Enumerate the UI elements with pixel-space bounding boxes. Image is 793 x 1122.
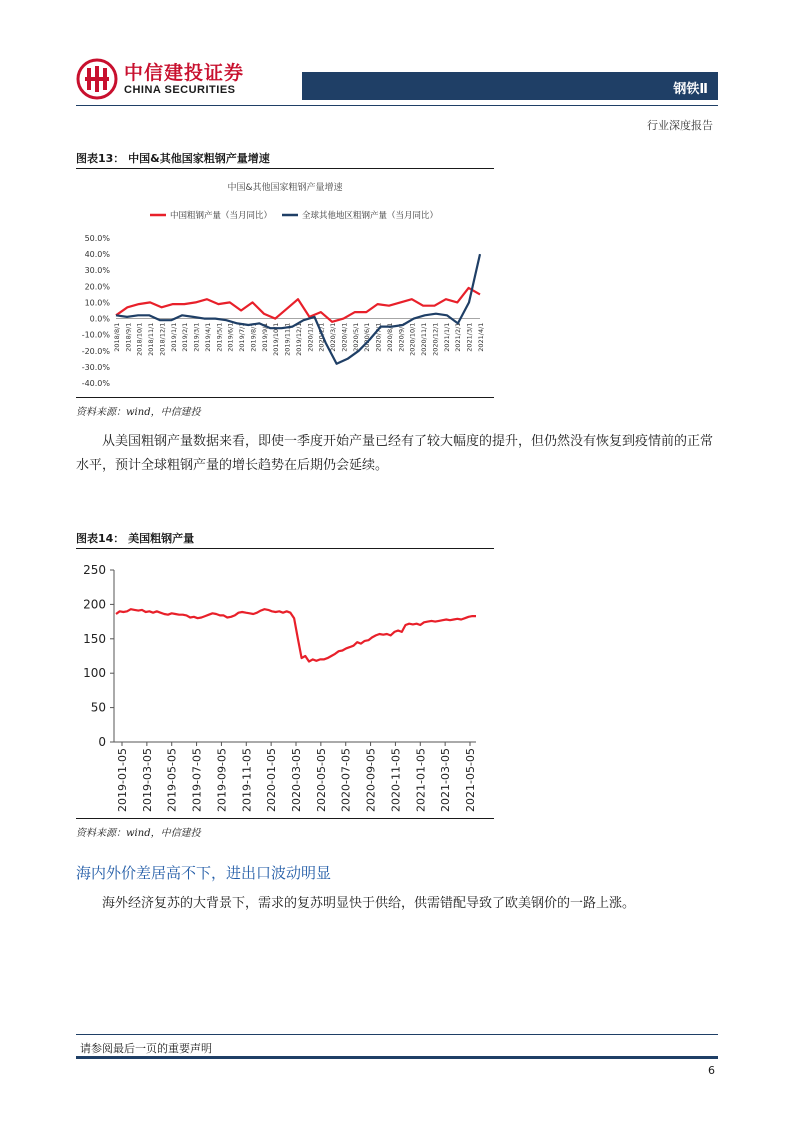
chart1-y-tick: -10.0% xyxy=(81,330,110,340)
chart1-x-tick: 2020/2/1 xyxy=(317,322,326,352)
chart1-x-tick: 2018/10/1 xyxy=(135,322,144,356)
figure14-bottom-rule xyxy=(76,818,494,819)
chart1-x-tick: 2020/1/1 xyxy=(306,322,315,352)
company-logo xyxy=(76,56,256,102)
figure13-caption: 图表13： 中国&其他国家粗钢产量增速 xyxy=(76,152,270,165)
chart1-x-tick: 2020/5/1 xyxy=(351,322,360,352)
header-bar xyxy=(302,72,718,100)
figure14-chart xyxy=(76,552,494,817)
chart1-x-tick: 2020/7/1 xyxy=(374,322,383,352)
chart1-x-tick: 2020/9/1 xyxy=(397,322,406,352)
chart1-x-tick: 2020/8/1 xyxy=(386,322,394,352)
chart1-x-tick: 2021/4/1 xyxy=(477,322,485,352)
chart1-x-tick: 2019/9/1 xyxy=(260,322,269,352)
chart2-x-tick: 2019-07-05 xyxy=(190,748,204,812)
chart1-x-tick: 2021/1/1 xyxy=(442,322,451,352)
chart2-y-tick: 50 xyxy=(90,700,106,715)
figure13-bottom-rule xyxy=(76,397,494,398)
chart1-legend-label: 全球其他地区粗钢产量（当月同比） xyxy=(302,211,439,221)
chart1-x-tick: 2019/7/1 xyxy=(238,322,247,352)
chart2-x-tick: 2019-09-05 xyxy=(215,748,229,812)
section-tag: 钢铁Ⅱ xyxy=(673,82,708,97)
chart2-y-tick: 0 xyxy=(98,735,106,749)
chart2-x-tick: 2020-09-05 xyxy=(364,748,378,812)
chart2-x-tick: 2019-01-05 xyxy=(116,748,129,812)
chart2-x-tick: 2019-03-05 xyxy=(140,748,154,812)
chart1-x-tick: 2019/4/1 xyxy=(204,322,212,352)
chart2-x-tick: 2020-07-05 xyxy=(339,748,353,812)
chart1-y-tick: 50.0% xyxy=(84,234,110,243)
chart2-x-tick: 2020-03-05 xyxy=(290,748,303,812)
chart1-x-tick: 2020/3/1 xyxy=(329,322,338,352)
chart1-y-tick: -40.0% xyxy=(81,379,110,388)
chart2-x-tick: 2020-11-05 xyxy=(389,748,403,812)
chart1-x-tick: 2020/4/1 xyxy=(340,322,349,352)
figure14-top-rule xyxy=(76,548,494,549)
chart1-y-tick: -30.0% xyxy=(81,362,110,372)
chart1-x-tick: 2019/11/1 xyxy=(283,322,292,356)
chart2-x-tick: 2020-01-05 xyxy=(265,748,279,812)
logo-cn-text: 中信建投证券 xyxy=(124,62,245,84)
figure14-source: 资料来源：wind，中信建投 xyxy=(76,828,201,839)
chart2-x-tick: 2019-05-05 xyxy=(165,748,179,812)
chart1-x-tick: 2019/8/1 xyxy=(249,322,258,352)
chart1-x-tick: 2020/10/1 xyxy=(408,322,417,356)
chart1-x-tick: 2020/6/1 xyxy=(363,322,372,352)
chart2-x-tick: 2019-11-05 xyxy=(240,748,254,812)
chart1-x-tick: 2019/12/1 xyxy=(295,322,303,356)
chart2-x-tick: 2020-05-05 xyxy=(314,748,328,812)
chart1-y-tick: -20.0% xyxy=(81,346,110,356)
figure13-chart xyxy=(76,170,494,396)
chart1-y-tick: 30.0% xyxy=(84,266,110,276)
chart1-x-tick: 2019/10/1 xyxy=(272,322,281,356)
figure13-source: 资料来源：wind，中信建投 xyxy=(76,407,201,418)
chart1-y-tick: 20.0% xyxy=(84,282,110,292)
footer-divider-thick xyxy=(76,1056,718,1059)
chart1-title: 中国&其他国家粗钢产量增速 xyxy=(227,183,343,193)
chart2-y-tick: 100 xyxy=(83,666,106,681)
chart1-x-tick: 2019/1/1 xyxy=(169,322,178,352)
chart1-x-tick: 2018/12/1 xyxy=(158,322,167,356)
chart1-legend-label: 中国粗钢产量（当月同比） xyxy=(170,211,273,221)
chart2-x-tick: 2021-05-05 xyxy=(464,748,477,812)
chart1-x-tick: 2018/11/1 xyxy=(147,322,156,356)
chart1-y-tick: 40.0% xyxy=(84,250,110,260)
chart2-series-us-output xyxy=(116,609,476,661)
chart1-x-tick: 2021/2/1 xyxy=(454,322,463,352)
chart1-x-tick: 2019/3/1 xyxy=(192,322,201,352)
section-heading: 海内外价差居高不下，进出口波动明显 xyxy=(76,864,332,882)
paragraph-2: 海外经济复苏的大背景下，需求的复苏明显快于供给，供需错配导致了欧美钢价的一路上涨。 xyxy=(102,896,636,911)
chart1-x-tick: 2018/9/1 xyxy=(124,322,133,352)
chart1-x-tick: 2021/3/1 xyxy=(465,322,474,352)
chart2-x-tick: 2021-03-05 xyxy=(439,748,453,812)
chart1-y-tick: 0.0% xyxy=(89,314,110,324)
chart1-x-tick: 2020/12/1 xyxy=(431,322,440,356)
figure14-caption: 图表14： 美国粗钢产量 xyxy=(76,532,195,545)
chart1-y-tick: 10.0% xyxy=(84,298,110,308)
company-logo-icon xyxy=(76,58,118,100)
chart2-y-tick: 150 xyxy=(83,631,106,646)
logo-en-text: CHINA SECURITIES xyxy=(124,84,236,96)
report-type: 行业深度报告 xyxy=(647,119,713,132)
chart2-y-tick: 250 xyxy=(83,563,106,577)
chart2-x-tick: 2021-01-05 xyxy=(414,748,428,812)
figure13-top-rule xyxy=(76,168,494,169)
chart1-x-tick: 2019/2/1 xyxy=(181,322,190,352)
chart1-x-tick: 2019/6/1 xyxy=(226,322,235,352)
chart1-x-tick: 2018/8/1 xyxy=(113,322,121,352)
chart2-y-tick: 200 xyxy=(83,597,106,612)
header-divider xyxy=(76,105,718,106)
page-number: 6 xyxy=(708,1064,715,1077)
chart1-series-china xyxy=(116,288,480,322)
footer-divider-thin xyxy=(76,1034,718,1035)
chart1-x-tick: 2019/5/1 xyxy=(215,322,224,352)
footer-disclaimer: 请参阅最后一页的重要声明 xyxy=(80,1042,212,1055)
chart1-x-tick: 2020/11/1 xyxy=(420,322,429,356)
paragraph-1: 从美国粗钢产量数据来看，即使一季度开始产量已经有了较大幅度的提升，但仍然没有恢复到疫情前的正常水平，预计全球粗钢产量的增长趋势在后期仍会延续。 xyxy=(76,434,714,473)
